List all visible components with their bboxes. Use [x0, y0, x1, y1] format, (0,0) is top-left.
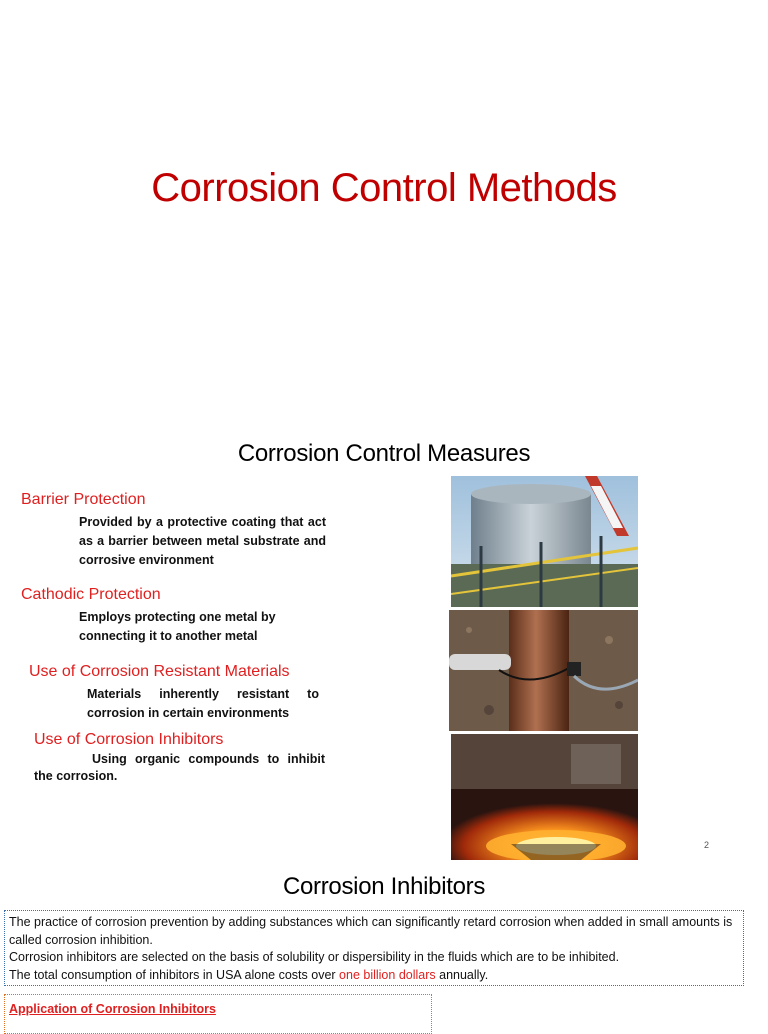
resistant-materials-heading: Use of Corrosion Resistant Materials [29, 663, 290, 680]
application-box [4, 994, 432, 1034]
cathodic-protection-text: Employs protecting one metal by connecting it to another metal [79, 610, 276, 643]
inhibition-definition-box [4, 910, 744, 986]
definition-line-3 [9, 967, 743, 985]
cost-highlight: one billion dollars [339, 967, 436, 982]
furnace-photo [451, 734, 638, 860]
resistant-materials-text: Materials inherently resistant to corrosion in certain environments [87, 687, 319, 720]
page-number: 2 [704, 840, 710, 850]
definition-line-2: Corrosion inhibitors are selected on the basis of solubility or dispersibility in the fluids which are to be inhibited. [9, 950, 620, 964]
inhibitors-heading: Use of Corrosion Inhibitors [34, 731, 224, 748]
line3-prefix: The total consumption of inhibitors in USA alone costs over [9, 967, 340, 982]
line3-suffix: annually. [435, 967, 489, 982]
barrier-protection-text: Provided by a protective coating that act as a barrier between metal substrate and corrosive environment [79, 515, 326, 567]
cathodic-protection-heading: Cathodic Protection [21, 586, 161, 603]
inhibitors-title: Corrosion Inhibitors [282, 873, 486, 900]
measures-title: Corrosion Control Measures [237, 440, 531, 467]
barrier-protection-heading: Barrier Protection [21, 491, 146, 508]
definition-line-1: The practice of corrosion prevention by adding substances which can significantly retard corrosion when added in small amounts is called corrosion inhibition. [9, 915, 733, 947]
inhibitors-text: Using organic compounds to inhibit the corrosion. [34, 752, 325, 783]
slide-title: Corrosion Control Methods [151, 166, 617, 210]
cathodic-pipe-photo [449, 610, 638, 731]
application-heading: Application of Corrosion Inhibitors [9, 1002, 216, 1016]
industrial-tank-photo [451, 476, 638, 607]
